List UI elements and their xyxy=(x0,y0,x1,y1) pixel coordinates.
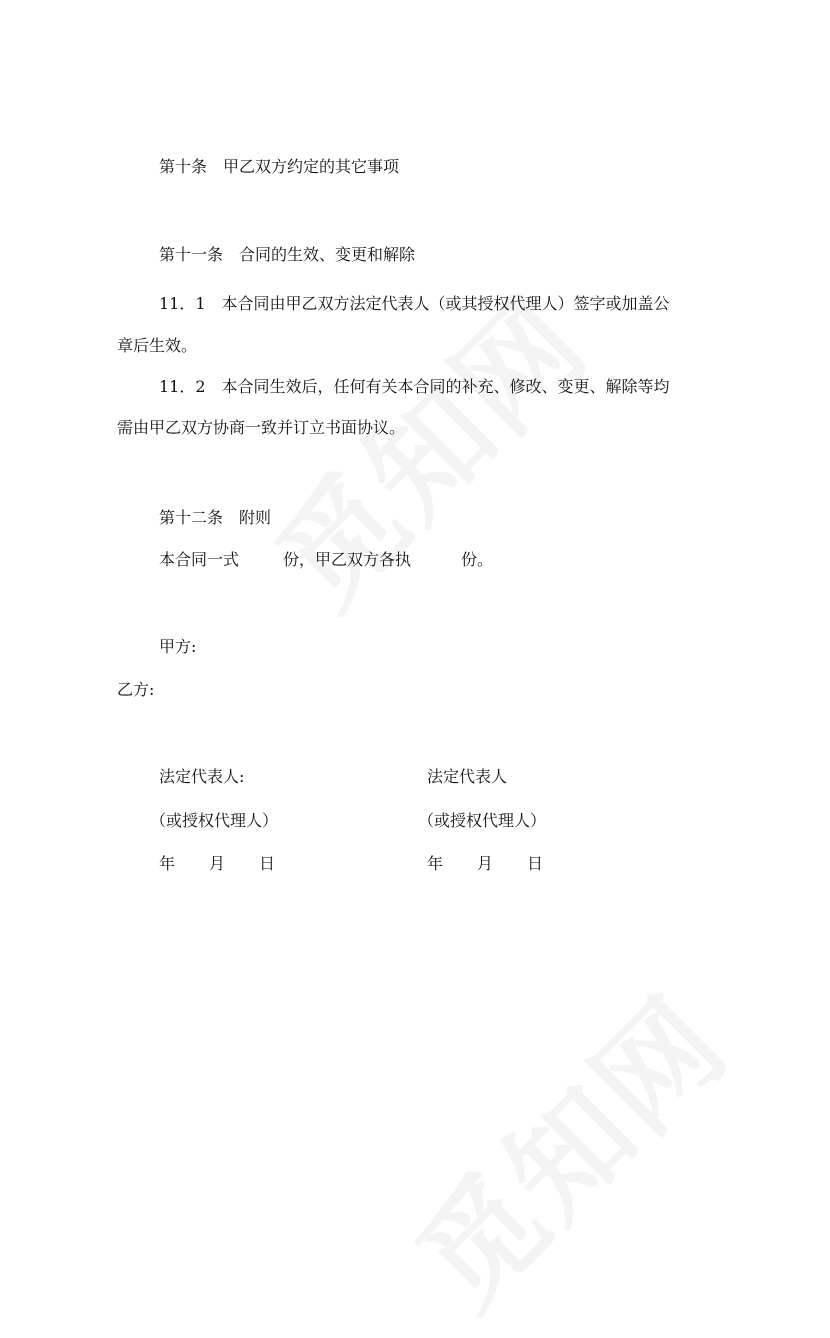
right-agent-label: （或授权代理人） xyxy=(418,811,547,830)
copies-text-3: 份。 xyxy=(461,550,494,569)
copies-text-1: 本合同一式 xyxy=(159,550,240,569)
left-month-label: 月 xyxy=(209,854,226,873)
right-year-label: 年 xyxy=(427,854,444,873)
right-day-label: 日 xyxy=(527,854,544,873)
clause-11-1-line-2: 章后生效。 xyxy=(117,336,198,355)
right-legal-rep-label: 法定代表人 xyxy=(427,767,508,786)
left-legal-rep-label: 法定代表人: xyxy=(159,767,245,786)
party-b-label: 乙方: xyxy=(117,680,155,699)
left-date-line xyxy=(159,854,275,874)
left-year-label: 年 xyxy=(159,854,176,873)
left-day-label: 日 xyxy=(259,854,276,873)
left-agent-label: （或授权代理人） xyxy=(150,811,279,830)
copies-text-2: 份，甲乙双方各执 xyxy=(283,550,412,569)
clause-11-1-line-1: 11．1 本合同由甲乙双方法定代表人（或其授权代理人）签字或加盖公 xyxy=(159,294,670,313)
article-12-heading: 第十二条 附则 xyxy=(159,508,272,527)
right-date-line xyxy=(427,854,543,874)
article-11-heading: 第十一条 合同的生效、变更和解除 xyxy=(159,245,416,264)
watermark xyxy=(374,954,759,1338)
article-10-heading: 第十条 甲乙双方约定的其它事项 xyxy=(159,157,400,176)
party-a-label: 甲方: xyxy=(159,637,197,656)
copies-sentence xyxy=(159,550,493,570)
right-month-label: 月 xyxy=(477,854,494,873)
clause-11-2-line-2: 需由甲乙双方协商一致并订立书面协议。 xyxy=(117,418,406,437)
clause-11-2-line-1: 11．2 本合同生效后，任何有关本合同的补充、修改、变更、解除等均 xyxy=(159,377,670,396)
